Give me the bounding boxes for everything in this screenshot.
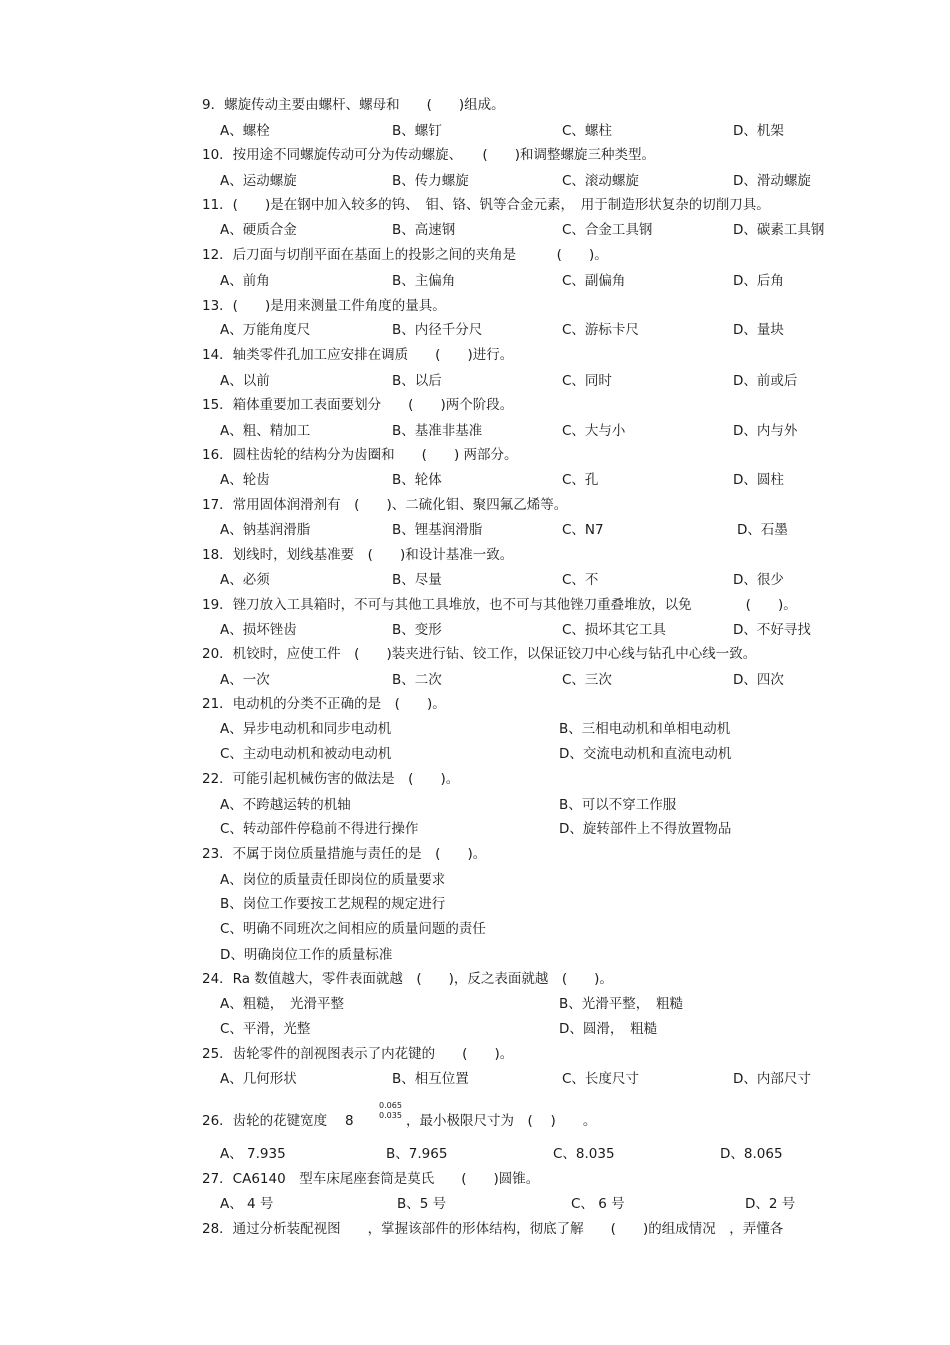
question-12-stem: 12．后刀面与切削平面在基面上的投影之间的夹角是 ( )。 <box>202 247 608 263</box>
question-18-stem: 18．划线时，划线基准要 ( )和设计基准一致。 <box>202 547 514 563</box>
q9-option-a: A、螺栓 <box>220 123 270 139</box>
q11-option-c: C、合金工具钢 <box>562 222 653 238</box>
q11-option-d: D、碳素工具钢 <box>733 222 825 238</box>
q24-option-a: A、粗糙， 光滑平整 <box>220 996 344 1012</box>
q21-option-a: A、异步电动机和同步电动机 <box>220 721 392 737</box>
question-24-stem: 24．Ra 数值越大，零件表面就越 ( )，反之表面就越 ( )。 <box>202 971 613 987</box>
question-15-stem: 15．箱体重要加工表面要划分 ( )两个阶段。 <box>202 397 514 413</box>
q16-option-b: B、轮体 <box>392 472 442 488</box>
q10-option-c: C、滚动螺旋 <box>562 173 639 189</box>
q18-option-a: A、必须 <box>220 572 270 588</box>
q9-option-d: D、机架 <box>733 123 784 139</box>
q21-option-c: C、主动电动机和被动电动机 <box>220 746 392 762</box>
q25-option-a: A、几何形状 <box>220 1071 297 1087</box>
question-26-stem-tail: ，最小极限尺寸为 ( ) 。 <box>406 1113 597 1129</box>
question-9-stem: 9．螺旋传动主要由螺杆、螺母和 ( )组成。 <box>202 97 505 113</box>
q14-option-c: C、同时 <box>562 373 612 389</box>
q25-option-d: D、内部尺寸 <box>733 1071 811 1087</box>
q20-option-a: A、一次 <box>220 672 270 688</box>
q19-option-b: B、变形 <box>392 622 442 638</box>
q23-option-c: C、明确不同班次之间相应的质量问题的责任 <box>220 921 486 937</box>
question-27-stem: 27．CA6140 型车床尾座套筒是莫氏 ( )圆锥。 <box>202 1171 540 1187</box>
question-21-stem: 21．电动机的分类不正确的是 ( )。 <box>202 696 446 712</box>
q13-option-c: C、游标卡尺 <box>562 322 639 338</box>
q27-option-d: D、2 号 <box>745 1196 796 1212</box>
question-16-stem: 16．圆柱齿轮的结构分为齿圈和 ( ) 两部分。 <box>202 447 518 463</box>
q9-option-b: B、螺钉 <box>392 123 442 139</box>
q10-option-d: D、滑动螺旋 <box>733 173 811 189</box>
question-28-stem: 28．通过分析装配视图 ，掌握该部件的形体结构，彻底了解 ( )的组成情况 ，弄懂各 <box>202 1221 784 1237</box>
q13-option-a: A、万能角度尺 <box>220 322 311 338</box>
q19-option-a: A、损坏锉齿 <box>220 622 297 638</box>
q26-option-c: C、8.035 <box>553 1146 615 1162</box>
q26-option-a: A、 7.935 <box>220 1146 286 1162</box>
q21-option-b: B、三相电动机和单相电动机 <box>559 721 731 737</box>
q19-option-c: C、损坏其它工具 <box>562 622 666 638</box>
q12-option-b: B、主偏角 <box>392 273 456 289</box>
q12-option-c: C、副偏角 <box>562 273 626 289</box>
q16-option-a: A、轮齿 <box>220 472 270 488</box>
q27-option-a: A、 4 号 <box>220 1196 274 1212</box>
q17-option-c: C、N7 <box>562 522 604 538</box>
q15-option-a: A、粗、精加工 <box>220 423 311 439</box>
q17-option-a: A、钠基润滑脂 <box>220 522 311 538</box>
question-11-stem: 11．( )是在钢中加入较多的钨、 钼、铬、钒等合金元素， 用于制造形状复杂的切削刀具。 <box>202 197 770 213</box>
q21-option-d: D、交流电动机和直流电动机 <box>559 746 732 762</box>
q22-option-b: B、可以不穿工作服 <box>559 797 677 813</box>
q20-option-c: C、三次 <box>562 672 612 688</box>
q20-option-b: B、二次 <box>392 672 442 688</box>
tolerance-upper: 0.065 <box>379 1101 402 1110</box>
q24-option-c: C、平滑，光整 <box>220 1021 311 1037</box>
q17-option-b: B、锂基润滑脂 <box>392 522 483 538</box>
q15-option-c: C、大与小 <box>562 423 626 439</box>
q26-option-b: B、7.965 <box>386 1146 448 1162</box>
q10-option-a: A、运动螺旋 <box>220 173 297 189</box>
question-13-stem: 13．( )是用来测量工件角度的量具。 <box>202 298 446 314</box>
q27-option-c: C、 6 号 <box>571 1196 625 1212</box>
q16-option-d: D、圆柱 <box>733 472 784 488</box>
question-25-stem: 25．齿轮零件的剖视图表示了内花键的 ( )。 <box>202 1046 514 1062</box>
question-19-stem: 19．锉刀放入工具箱时，不可与其他工具堆放，也不可与其他锉刀重叠堆放，以免 ( )。 <box>202 597 797 613</box>
q12-option-d: D、后角 <box>733 273 784 289</box>
q19-option-d: D、不好寻找 <box>733 622 811 638</box>
q22-option-d: D、旋转部件上不得放置物品 <box>559 821 732 837</box>
q23-option-b: B、岗位工作要按工艺规程的规定进行 <box>220 896 446 912</box>
q27-option-b: B、5 号 <box>397 1196 447 1212</box>
q17-option-d: D、石墨 <box>737 522 788 538</box>
q23-option-a: A、岗位的质量责任即岗位的质量要求 <box>220 872 446 888</box>
q14-option-a: A、以前 <box>220 373 270 389</box>
q23-option-d: D、明确岗位工作的质量标准 <box>220 947 393 963</box>
q20-option-d: D、四次 <box>733 672 784 688</box>
q18-option-d: D、很少 <box>733 572 784 588</box>
q14-option-d: D、前或后 <box>733 373 798 389</box>
q11-option-b: B、高速钢 <box>392 222 456 238</box>
question-14-stem: 14．轴类零件孔加工应安排在调质 ( )进行。 <box>202 347 514 363</box>
q11-option-a: A、硬质合金 <box>220 222 297 238</box>
tolerance-lower: 0.035 <box>379 1111 402 1120</box>
question-20-stem: 20．机铰时，应使工件 ( )装夹进行钻、铰工作，以保证铰刀中心线与钻孔中心线一致。 <box>202 646 757 662</box>
q22-option-c: C、转动部件停稳前不得进行操作 <box>220 821 419 837</box>
q18-option-b: B、尽量 <box>392 572 442 588</box>
q25-option-c: C、长度尺寸 <box>562 1071 639 1087</box>
q12-option-a: A、前角 <box>220 273 270 289</box>
q15-option-b: B、基准非基准 <box>392 423 483 439</box>
q14-option-b: B、以后 <box>392 373 442 389</box>
question-23-stem: 23．不属于岗位质量措施与责任的是 ( )。 <box>202 846 487 862</box>
q10-option-b: B、传力螺旋 <box>392 173 469 189</box>
q22-option-a: A、不跨越运转的机轴 <box>220 797 351 813</box>
q9-option-c: C、螺柱 <box>562 123 612 139</box>
q26-option-d: D、8.065 <box>720 1146 783 1162</box>
q18-option-c: C、不 <box>562 572 599 588</box>
q25-option-b: B、相互位置 <box>392 1071 469 1087</box>
q13-option-d: D、量块 <box>733 322 784 338</box>
question-26-stem: 26．齿轮的花键宽度 8 <box>202 1113 354 1129</box>
q24-option-d: D、圆滑， 粗糙 <box>559 1021 658 1037</box>
question-10-stem: 10．按用途不同螺旋传动可分为传动螺旋、 ( )和调整螺旋三种类型。 <box>202 147 655 163</box>
q13-option-b: B、内径千分尺 <box>392 322 483 338</box>
question-17-stem: 17．常用固体润滑剂有 ( )、二硫化钼、聚四氟乙烯等。 <box>202 497 568 513</box>
q16-option-c: C、孔 <box>562 472 599 488</box>
question-22-stem: 22．可能引起机械伤害的做法是 ( )。 <box>202 771 460 787</box>
q15-option-d: D、内与外 <box>733 423 798 439</box>
q24-option-b: B、光滑平整， 粗糙 <box>559 996 684 1012</box>
